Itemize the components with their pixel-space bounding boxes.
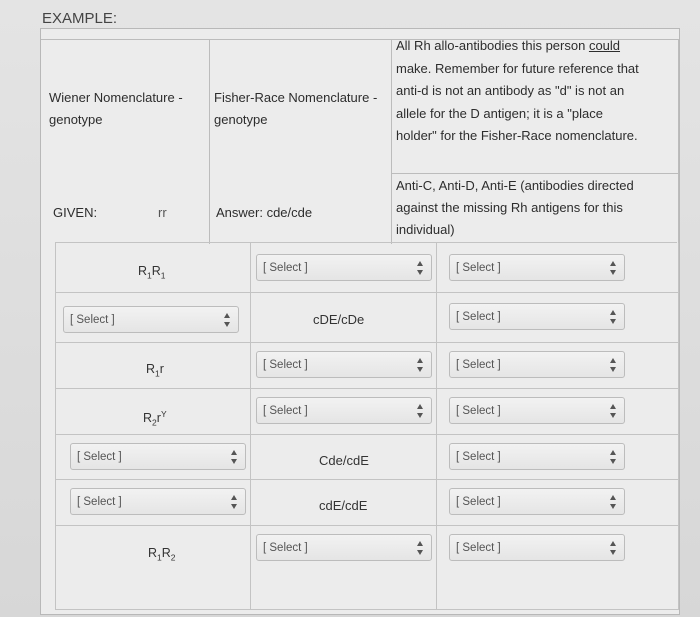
fisher-cell [250,526,437,610]
chevron-updown-icon [416,404,424,418]
note-underlined: could [588,38,621,53]
table-row [55,343,677,389]
divider [209,39,210,244]
wiener-header: Wiener Nomenclature - genotype [49,90,183,127]
wiener-cell [55,243,251,293]
antibody-cell [436,293,679,343]
chevron-updown-icon [416,541,424,555]
note-rest: make. Remember for future reference that anti-d is not an antibody as "d" is not an allele for the D antigen; it is a "place holder" for the Fisher-Race nomenclature. [396,60,639,143]
antibody-select[interactable]: [ Select ] [449,397,625,424]
table-row [55,526,677,610]
chevron-updown-icon [230,495,238,509]
table-row [55,293,677,343]
antibody-select[interactable]: [ Select ] [449,303,625,330]
fisher-select[interactable]: [ Select ] [256,254,432,281]
fisher-select[interactable]: [ Select ] [256,397,432,424]
wiener-cell [55,435,251,480]
fisher-select[interactable]: [ Select ] [256,534,432,561]
given-value: rr [158,205,167,220]
wiener-genotype: $R_1r$ [146,362,164,379]
antibody-cell [436,243,679,293]
fisher-cell [250,343,437,389]
page-title: EXAMPLE: [42,10,118,27]
chevron-updown-icon [609,310,617,324]
wiener-select[interactable]: [ Select ] [70,488,246,515]
divider [678,39,679,244]
note-text [396,35,646,148]
wiener-genotype: $R_1R_2$ [148,546,176,563]
fisher-header: Fisher-Race Nomenclature - genotype [214,90,378,127]
table-row [55,435,677,480]
divider [391,39,392,244]
wiener-cell [55,480,251,526]
wiener-genotype: $R_2r^Y$ [143,409,167,428]
given-label: GIVEN: [53,205,98,220]
chevron-updown-icon [609,404,617,418]
wiener-select[interactable]: [ Select ] [63,306,239,333]
example-table [41,39,679,269]
chevron-updown-icon [416,358,424,372]
antibody-cell [436,526,679,610]
antibody-cell [436,389,679,435]
antibody-cell [436,480,679,526]
chevron-updown-icon [609,358,617,372]
answer-grid [55,242,677,610]
note-line-1: All Rh allo-antibodies this person [396,38,589,53]
fisher-genotype: Cde/cdE [319,453,369,468]
wiener-genotype: $R_1R_1$ [138,264,166,281]
chevron-updown-icon [223,313,231,327]
wiener-select[interactable]: [ Select ] [70,443,246,470]
divider [391,173,679,174]
chevron-updown-icon [609,261,617,275]
fisher-cell [250,293,437,343]
chevron-updown-icon [416,261,424,275]
antibody-select[interactable]: [ Select ] [449,254,625,281]
antibody-cell [436,343,679,389]
antibody-select[interactable]: [ Select ] [449,443,625,470]
antibody-select[interactable]: [ Select ] [449,488,625,515]
antibodies-text: Anti-C, Anti-D, Anti-E (antibodies directed against the missing Rh antigens for this individual) [396,178,634,237]
fisher-cell [250,435,437,480]
fisher-genotype: cdE/cdE [319,498,368,513]
example-answer: Answer: cde/cde [216,205,313,220]
fisher-cell [250,389,437,435]
chevron-updown-icon [609,450,617,464]
table-row [55,480,677,526]
fisher-cell [250,243,437,293]
wiener-cell [55,343,251,389]
chevron-updown-icon [609,541,617,555]
chevron-updown-icon [609,495,617,509]
worksheet [40,28,680,615]
antibody-select[interactable]: [ Select ] [449,351,625,378]
table-row [55,389,677,435]
table-row [55,243,677,293]
chevron-updown-icon [230,450,238,464]
antibody-select[interactable]: [ Select ] [449,534,625,561]
fisher-select[interactable]: [ Select ] [256,351,432,378]
fisher-genotype: cDE/cDe [313,312,365,327]
wiener-cell [55,293,251,343]
antibody-cell [436,435,679,480]
wiener-cell [55,389,251,435]
wiener-cell [55,526,251,610]
fisher-cell [250,480,437,526]
